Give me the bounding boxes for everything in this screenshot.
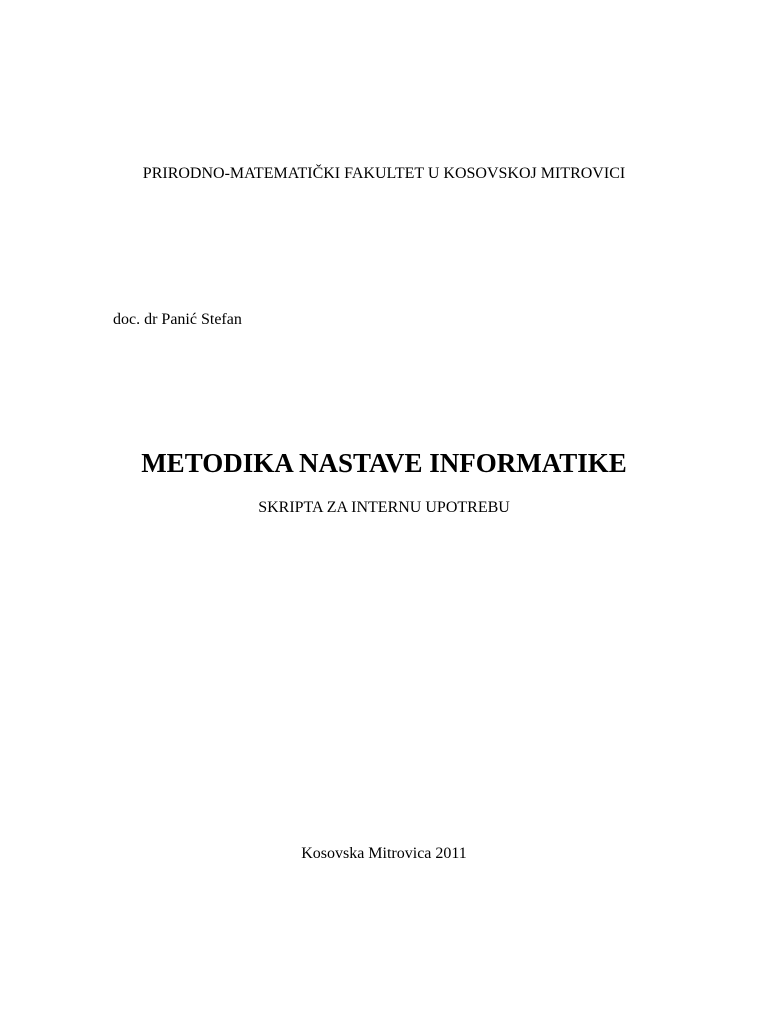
institution-name: PRIRODNO-MATEMATIČKI FAKULTET U KOSOVSKOJ MITROVICI [142,165,626,182]
author-name: doc. dr Panić Stefan [113,311,242,328]
document-title: METODIKA NASTAVE INFORMATIKE [141,448,627,478]
place-and-year: Kosovska Mitrovica 2011 [301,845,467,862]
document-subtitle: SKRIPTA ZA INTERNU UPOTREBU [258,499,510,516]
